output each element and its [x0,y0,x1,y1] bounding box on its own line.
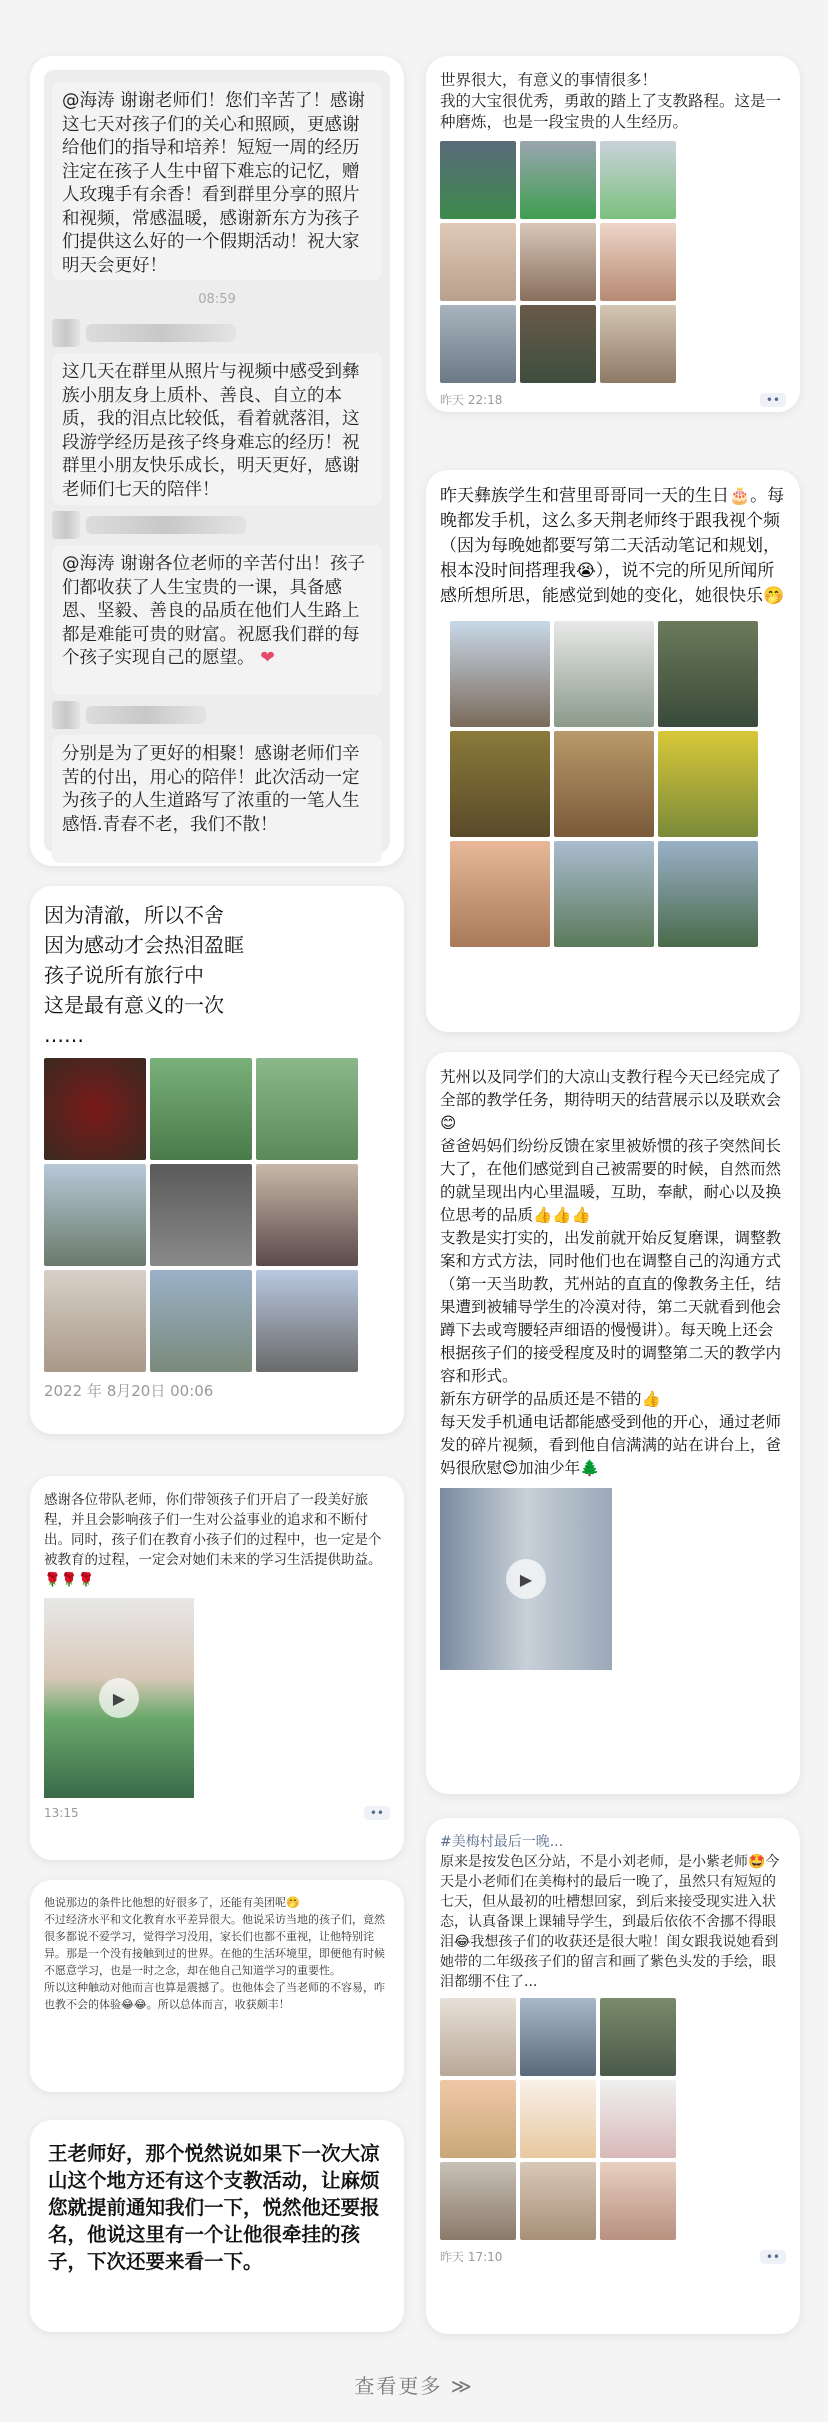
post-date: 2022 年 8月20日 00:06 [44,1382,214,1400]
post-card-moments-6 [426,1818,800,2334]
photo-thumbnail[interactable] [520,141,596,219]
view-more-link[interactable]: 查看更多 ≫ [354,2374,474,2398]
heart-icon: ❤ [260,648,275,668]
chat-bubble [52,545,382,695]
video-thumbnail[interactable] [440,1488,612,1670]
chat-sender-row [52,511,382,539]
photo-thumbnail[interactable] [150,1270,252,1372]
photo-grid [440,1998,786,2240]
avatar [52,319,80,347]
blurred-nickname [86,324,236,342]
photo-thumbnail[interactable] [256,1164,358,1266]
photo-thumbnail[interactable] [440,223,516,301]
photo-thumbnail[interactable] [520,223,596,301]
photo-thumbnail[interactable] [600,2080,676,2158]
photo-thumbnail[interactable] [150,1058,252,1160]
post-time: 13:15 [44,1806,79,1820]
blurred-nickname [86,516,246,534]
video-thumbnail[interactable] [44,1598,194,1798]
post-card-moments-3 [426,470,800,1032]
photo-thumbnail[interactable] [658,621,758,727]
photo-thumbnail[interactable] [658,841,758,947]
photo-thumbnail[interactable] [440,141,516,219]
photo-thumbnail[interactable] [44,1058,146,1160]
photo-grid [44,1058,390,1372]
post-text: 昨天彝族学生和营里哥哥同一天的生日🎂。每晚都发手机，这么多天荆老师终于跟我视个频（因为每晚她都要写第二天活动笔记和规划，根本没时间搭理我😭），说不完的所见所闻所感所想所思，能感觉到她的变化，她很快乐🤭 [440,486,785,606]
more-options-button[interactable]: •• [760,2250,786,2264]
chat-sender-row [52,701,382,729]
photo-thumbnail[interactable] [554,841,654,947]
photo-grid [440,141,786,383]
photo-thumbnail[interactable] [658,731,758,837]
photo-thumbnail[interactable] [440,2162,516,2240]
post-text: 感谢各位带队老师，你们带领孩子们开启了一段美好旅程，并且会影响孩子们一生对公益事业的追求和不断付出。同时，孩子们在教育小孩子们的过程中，也一定是个被教育的过程，一定会对她们未来的学习生活提供助益。🌹🌹🌹 [44,1492,382,1588]
photo-thumbnail[interactable] [44,1270,146,1372]
chat-timestamp: 08:59 [198,292,236,307]
post-card-moments-4 [30,1476,404,1860]
blurred-nickname [86,706,206,724]
post-time: 昨天 17:10 [440,2250,503,2264]
more-options-button[interactable]: •• [760,393,786,407]
post-card-moments-2 [30,886,404,1434]
post-text: 因为清澈，所以不舍 因为感动才会热泪盈眶 孩子说所有旅行中 这是最有意义的一次 …… [44,903,244,1047]
post-card-moments-5 [426,1052,800,1794]
post-card-text-message [30,2120,404,2332]
post-text: 王老师好，那个悦然说如果下一次大凉山这个地方还有这个支教活动，让麻烦您就提前通知我们一下，悦然他还要报名，他说这里有一个让他很牵挂的孩子，下次还要来看一下。 [48,2142,380,2273]
photo-thumbnail[interactable] [44,1164,146,1266]
chat-bubble-text: @海涛 谢谢各位老师的辛苦付出！孩子们都收获了人生宝贵的一课，具备感恩、坚毅、善良的品质在他们人生路上都是难能可贵的财富。祝愿我们群的每个孩子实现自己的愿望。 [62,554,366,668]
photo-thumbnail[interactable] [150,1164,252,1266]
photo-thumbnail[interactable] [256,1058,358,1160]
post-meta [44,1806,390,1820]
avatar [52,511,80,539]
photo-thumbnail[interactable] [600,1998,676,2076]
chat-bubble: 分别是为了更好的相聚！感谢老师们辛苦的付出，用心的陪伴！此次活动一定为孩子的人生道路写了浓重的一笔人生感悟.青春不老，我们不散！ [52,735,382,863]
post-text: 他说那边的条件比他想的好很多了，还能有美团呢🤭 不过经济水平和文化教育水平差异很大。他说采访当地的孩子们，竟然很多都说不爱学习，觉得学习没用，家长们也都不重视，让他特别诧异。那是一个没有接触到过的世界。在他的生活环境里，即便他有时候不愿意学习，也是一时之念，却在他自己知道学习的重要性。 所以这种触动对他而言也算是震撼了。也他体会了当老师的不容易，咋也教不会的体验😂😂。所以总体而言，收获颇丰！ [44,1896,385,2011]
more-options-button[interactable]: •• [364,1806,390,1820]
photo-thumbnail[interactable] [440,305,516,383]
chat-bubble: @海涛 谢谢老师们！您们辛苦了！感谢这七天对孩子们的关心和照顾，更感谢给他们的指导和培养！短短一周的经历注定在孩子人生中留下难忘的记忆，赠人玫瑰手有余香！看到群里分享的照片和视频，常感温暖，感谢新东方为孩子们提供这么好的一个假期活动！祝大家明天会更好！ [52,82,382,280]
post-meta [44,1380,390,1401]
photo-thumbnail[interactable] [600,223,676,301]
photo-thumbnail[interactable] [600,305,676,383]
photo-thumbnail[interactable] [600,141,676,219]
topic-tag[interactable]: #美梅村最后一晚... [440,1834,564,1850]
photo-thumbnail[interactable] [520,2080,596,2158]
post-card-text-screenshot [30,1880,404,2092]
photo-thumbnail[interactable] [600,2162,676,2240]
photo-thumbnail[interactable] [554,731,654,837]
post-text: 原来是按发色区分站，不是小刘老师，是小紫老师🤩今天是小老师们在美梅村的最后一晚了，虽然只有短短的七天，但从最初的吐槽想回家，到后来接受现实进入状态，认真备课上课辅导学生，到最后依依不舍挪不得眼泪😂我想孩子们的收获还是很大啦！闺女跟我说她看到她带的二年级孩子们的留言和画了紫色头发的手绘，眼泪都绷不住了... [440,1854,780,1990]
post-meta [440,2248,786,2265]
post-meta [440,391,786,408]
chat-bubble: 这几天在群里从照片与视频中感受到彝族小朋友身上质朴、善良、自立的本质，我的泪点比较低，看着就落泪，这段游学经历是孩子终身难忘的经历！祝群里小朋友快乐成长，明天更好，感谢老师们七天的陪伴！ [52,353,382,505]
chat-sender-row [52,319,382,347]
post-time: 昨天 22:18 [440,393,503,407]
post-card-chat-thanks [30,56,404,866]
photo-thumbnail[interactable] [450,841,550,947]
post-text: 艽州以及同学们的大凉山支教行程今天已经完成了全部的教学任务，期待明天的结营展示以及联欢会😊 爸爸妈妈们纷纷反馈在家里被娇惯的孩子突然间长大了，在他们感觉到自己被需要的时候，自然而然的就呈现出内心里温暖，互助，奉献，耐心以及换位思考的品质👍👍👍 支教是实打实的，出发前就开始反复磨课，调整教案和方式方法，同时他们也在调整自己的沟通方式（第一天当助教，艽州站的直直的像教务主任，结果遭到被辅导学生的冷漠对待，第二天就看到他会蹲下去或弯腰轻声细语的慢慢讲）。每天晚上还会根据孩子们的接受程度及时的调整第二天的教学内容和形式。 新东方研学的品质还是不错的👍 每天发手机通电话都能感受到他的开心，通过老师发的碎片视频，看到他自信满满的站在讲台上，爸妈很欣慰😊加油少年🌲 [440,1068,782,1477]
photo-thumbnail[interactable] [440,2080,516,2158]
post-text: 世界很大，有意义的事情很多！ 我的大宝很优秀，勇敢的踏上了支教路程。这是一种磨炼，也是一段宝贵的人生经历。 [440,71,782,131]
photo-thumbnail[interactable] [554,621,654,727]
play-icon[interactable]: ▶ [506,1559,546,1599]
photo-thumbnail[interactable] [520,305,596,383]
play-icon[interactable]: ▶ [99,1678,139,1718]
chat-screenshot [44,70,390,852]
avatar [52,701,80,729]
photo-thumbnail[interactable] [520,1998,596,2076]
photo-thumbnail[interactable] [520,2162,596,2240]
photo-thumbnail[interactable] [256,1270,358,1372]
post-card-moments-1 [426,56,800,412]
photo-thumbnail[interactable] [440,1998,516,2076]
photo-grid [450,621,786,947]
photo-thumbnail[interactable] [450,621,550,727]
photo-thumbnail[interactable] [450,731,550,837]
